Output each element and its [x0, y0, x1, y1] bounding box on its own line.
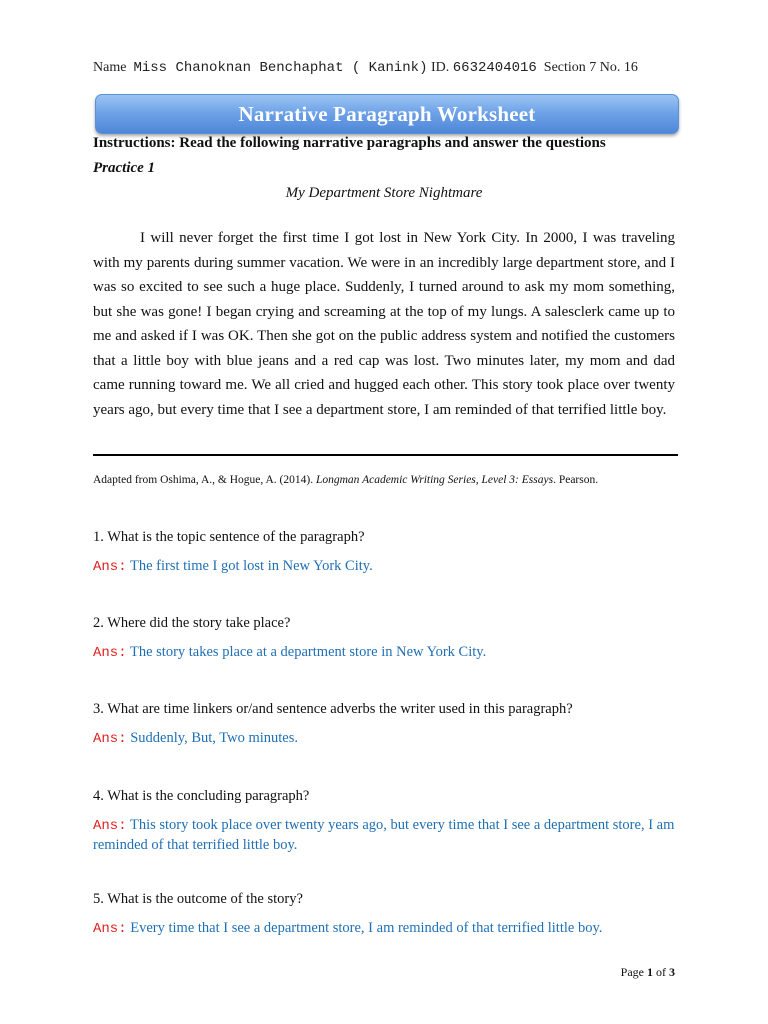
header-line — [93, 60, 638, 76]
page-middle: of — [653, 965, 669, 979]
page-title: Narrative Paragraph Worksheet — [238, 101, 536, 126]
ans-label: Ans: — [93, 921, 127, 937]
answer-text: The first time I got lost in New York City. — [129, 558, 373, 574]
section-label: Section 7 No. 16 — [543, 60, 638, 75]
student-name: Miss Chanoknan Benchaphat ( Kanink) — [133, 60, 428, 76]
answer-text: The story takes place at a department store in New York City. — [129, 644, 487, 660]
answer-5 — [93, 919, 683, 939]
page-total: 3 — [669, 965, 675, 979]
id-value: 6632404016 — [452, 60, 537, 76]
answer-text: This story took place over twenty years ago, but every time that I see a department store, I am reminded of that terrified little boy. — [93, 817, 675, 853]
question-1: 1. What is the topic sentence of the paragraph? — [93, 529, 365, 545]
ans-label: Ans: — [93, 645, 127, 661]
answer-4 — [93, 816, 683, 855]
divider — [93, 454, 678, 456]
story-paragraph: I will never forget the first time I got lost in New York City. In 2000, I was traveling with my parents during summer vacation. We were in an incredibly large department store, and I was so excited to see such a huge place. Suddenly, I turned around to ask my mom something, but she was gone! I began crying and screaming at the top of my lungs. A salesclerk came up to me and asked if I was OK. Then she got on the public address system and notified the customers that a little boy with blue jeans and a red cap was lost. Two minutes later, my mom and dad came running toward me. We all cried and hugged each other. This story took place over twenty years ago, but every time that I see a department store, I am reminded of that terrified little boy. — [93, 230, 675, 418]
id-label: ID. — [431, 60, 450, 75]
page-number — [621, 965, 675, 980]
ans-label: Ans: — [93, 559, 127, 575]
question-3: 3. What are time linkers or/and sentence adverbs the writer used in this paragraph? — [93, 701, 573, 717]
instructions: Instructions: Read the following narrative paragraphs and answer the questions — [93, 135, 606, 151]
source-suffix: . Pearson. — [553, 474, 599, 486]
source-citation — [93, 474, 598, 486]
ans-label: Ans: — [93, 818, 127, 834]
answer-3 — [93, 729, 683, 749]
answer-2 — [93, 643, 683, 663]
answer-1 — [93, 557, 683, 577]
page-prefix: Page — [620, 965, 647, 979]
ans-label: Ans: — [93, 731, 127, 747]
question-4: 4. What is the concluding paragraph? — [93, 788, 310, 804]
answer-text: Suddenly, But, Two minutes. — [130, 730, 298, 746]
source-prefix: Adapted from Oshima, A., & Hogue, A. (2014). — [93, 474, 316, 486]
name-label: Name — [93, 60, 127, 75]
story-title: My Department Store Nightmare — [285, 185, 483, 201]
answer-text: Every time that I see a department store, I am reminded of that terrified little boy. — [130, 920, 603, 936]
title-banner — [95, 94, 679, 134]
question-2: 2. Where did the story take place? — [93, 615, 291, 631]
source-title: Longman Academic Writing Series, Level 3: Essays — [315, 474, 554, 486]
practice-label: Practice 1 — [93, 160, 156, 176]
page-current: 1 — [647, 965, 653, 979]
question-5: 5. What is the outcome of the story? — [93, 891, 303, 907]
